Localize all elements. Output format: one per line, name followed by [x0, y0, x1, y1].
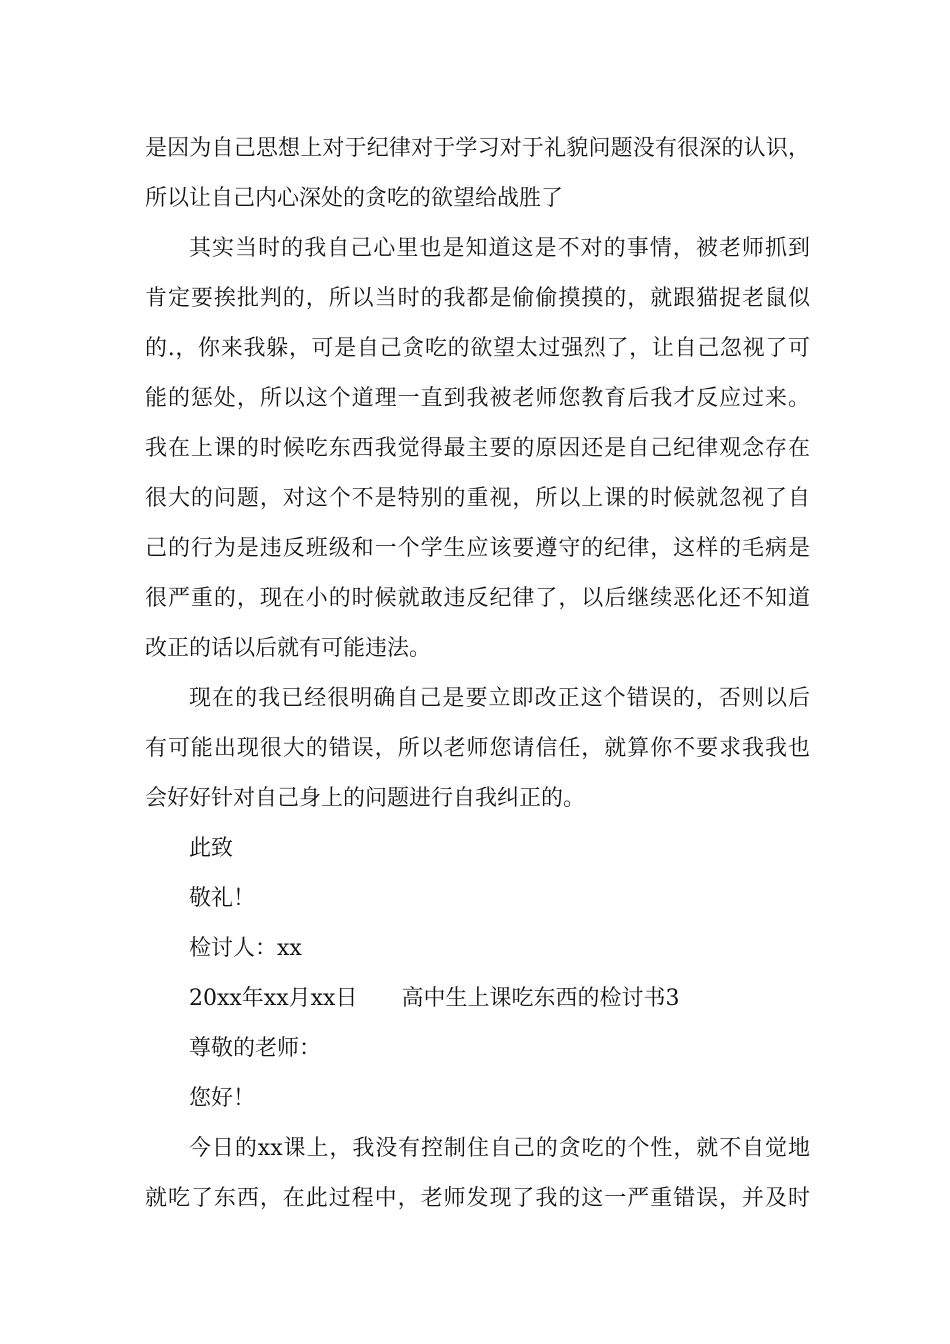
- text-line: 现在的我已经很明确自己是要立即改正这个错误的，否则以后: [189, 686, 810, 711]
- paragraph-2: [145, 224, 810, 674]
- paragraph-3: [145, 674, 810, 824]
- text-line: 是因为自己思想上对于纪律对于学习对于礼貌问题没有很深的认识，: [145, 136, 810, 161]
- signer-line: 检讨人：xx: [189, 936, 302, 961]
- text-line: 的.，你来我躲，可是自己贪吃的欲望太过强烈了，让自己忽视了可: [145, 336, 810, 361]
- document-body: [145, 124, 810, 1224]
- text-line: 很大的问题，对这个不是特别的重视，所以上课的时候就忽视了自: [145, 486, 810, 511]
- text-line: 其实当时的我自己心里也是知道这是不对的事情，被老师抓到: [189, 236, 810, 261]
- text-line: 很严重的，现在小的时候就敢违反纪律了，以后继续恶化还不知道: [145, 586, 810, 611]
- salutation-line: 尊敬的老师：: [189, 1036, 322, 1061]
- text-line: 肯定要挨批判的，所以当时的我都是偷偷摸摸的，就跟猫捉老鼠似: [145, 286, 810, 311]
- paragraph-1: [145, 124, 810, 224]
- date-and-title-line: 20xx年xx月xx日 高中生上课吃东西的检讨书3: [189, 986, 680, 1011]
- text-line: 我在上课的时候吃东西我觉得最主要的原因还是自己纪律观念存在: [145, 436, 810, 461]
- text-line: 有可能出现很大的错误，所以老师您请信任，就算你不要求我我也: [145, 736, 810, 761]
- text-line: 就吃了东西，在此过程中，老师发现了我的这一严重错误，并及时: [145, 1186, 810, 1211]
- text-line: 所以让自己内心深处的贪吃的欲望给战胜了: [145, 186, 564, 211]
- closing-line-2: 敬礼！: [189, 886, 256, 911]
- text-line: 己的行为是违反班级和一个学生应该要遵守的纪律，这样的毛病是: [145, 536, 810, 561]
- closing-line-1: 此致: [189, 836, 234, 861]
- greeting-line: 您好！: [189, 1086, 256, 1111]
- text-line: 能的惩处，所以这个道理一直到我被老师您教育后我才反应过来。: [145, 386, 810, 411]
- paragraph-4: [145, 1124, 810, 1224]
- text-line: 改正的话以后就有可能违法。: [145, 636, 432, 661]
- text-line: 会好好针对自己身上的问题进行自我纠正的。: [145, 786, 586, 811]
- text-line: 今日的xx课上，我没有控制住自己的贪吃的个性，就不自觉地: [189, 1136, 810, 1161]
